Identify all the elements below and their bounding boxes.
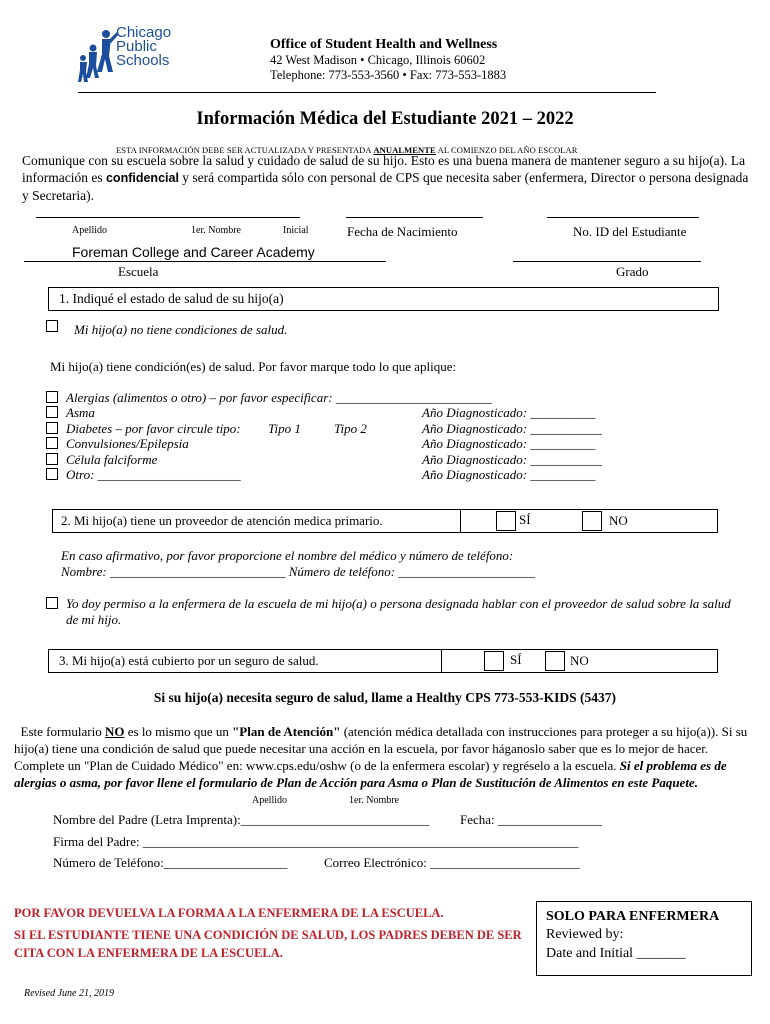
question-2-label: 2. Mi hijo(a) tiene un proveedor de atención medica primario. — [61, 513, 383, 528]
date-and-initial: Date and Initial _______ — [546, 946, 686, 961]
permission-label: Yo doy permiso a la enfermera de la escuela de mi hijo(a) o persona designada hablar con el proveedor de salud sobre la salud de mi hijo. — [66, 596, 731, 627]
q2-no-label: NO — [609, 513, 628, 528]
question-2-box — [52, 509, 718, 533]
logo-line-3: Schools — [116, 52, 170, 69]
q3-si-checkbox[interactable] — [484, 651, 504, 671]
diabetes-checkbox[interactable] — [46, 422, 58, 434]
notice-post: AL COMIENZO DEL AÑO ESCOLAR — [435, 145, 578, 155]
plan-text-b: es lo mismo que un — [124, 724, 233, 739]
notice-bold: ANUALMENTE — [373, 145, 436, 155]
plan-text-c: (atención médica detallada con instrucciones para proteger a su hijo(a)). Si su hijo(a) tiene una condición de salud que puede necesitar una acción en la escuela, por favor háganoslo saber que es lo mejor de hacer. Complete un "Plan de Cuidado Médico" en: www.cps.edu/oshw (o de la enfermera escolar) y regréselo a la escuela. — [14, 724, 748, 773]
no-conditions-label: Mi hijo(a) no tiene condiciones de salud. — [74, 322, 288, 337]
birthdate-field[interactable] — [346, 217, 483, 218]
intro-text-2: y será compartida sólo con personal de CPS que necesita saber (enfermera, Director o persona designada y Secretaria). — [22, 170, 749, 203]
office-name: Office of Student Health and Wellness — [270, 37, 498, 52]
has-conditions-label: Mi hijo(a) tiene condición(es) de salud. Por favor marque todo lo que aplique: — [50, 359, 457, 374]
convulsiones-checkbox[interactable] — [46, 437, 58, 449]
provider-instructions: En caso afirmativo, por favor proporcione el nombre del médico y número de teléfono: — [61, 548, 514, 563]
convulsiones-year: Año Diagnosticado: __________ — [422, 436, 596, 451]
logo-line-2: Public — [116, 38, 157, 55]
plan-no: NO — [104, 724, 125, 739]
reviewed-by: Reviewed by: — [546, 927, 624, 942]
label-fecha-nacimiento: Fecha de Nacimiento — [347, 224, 458, 239]
q2-si-label: SÍ — [519, 512, 531, 527]
care-plan-paragraph — [14, 723, 754, 791]
revised-date: Revised June 21, 2019 — [24, 988, 114, 999]
parent-name-field[interactable]: Nombre del Padre (Letra Imprenta):_____________________________ — [53, 812, 430, 827]
nurse-only-title: SOLO PARA ENFERMERA — [546, 909, 720, 924]
convulsiones-label: Convulsiones/Epilepsia — [66, 436, 189, 451]
asma-checkbox[interactable] — [46, 406, 58, 418]
question-3-box — [48, 649, 718, 673]
plan-italic: Si el problema es de alergias o asma, por favor llene el formulario de Plan de Acción para Asma o Plan de Sustitución de Alimentos en este Paquete. — [14, 758, 727, 790]
notice-pre: ESTA INFORMACIÓN DEBE SER ACTUALIZADA Y PRESENTADA — [116, 145, 374, 155]
label-apellido: Apellido — [72, 225, 107, 236]
appointment-notice: SI EL ESTUDIANTE TIENE UNA CONDICIÓN DE SALUD, LOS PADRES DEBEN DE SER CITA CON LA ENFERMERA DE LA ESCUELA. — [14, 928, 522, 960]
intro-paragraph — [22, 152, 757, 204]
q3-no-label: NO — [570, 653, 589, 668]
cps-logo — [78, 26, 198, 84]
plan-text-a: Este formulario — [20, 724, 105, 739]
healthy-cps-note: Si su hijo(a) necesita seguro de salud, llame a Healthy CPS 773-553-KIDS (5437) — [153, 690, 617, 705]
nurse-only-box — [536, 901, 752, 976]
diabetes-label: Diabetes – por favor circule tipo: — [66, 421, 241, 436]
office-address: 42 West Madison • Chicago, Illinois 60602 — [270, 53, 486, 67]
diabetes-tipo-1[interactable]: Tipo 1 — [268, 421, 301, 436]
date-field[interactable]: Fecha: ________________ — [460, 812, 602, 827]
intro-confidential: confidencial — [105, 171, 179, 185]
label-grado: Grado — [616, 264, 649, 279]
permission-checkbox[interactable] — [46, 597, 58, 609]
label-nombre: 1er. Nombre — [191, 225, 241, 236]
no-conditions-checkbox[interactable] — [46, 320, 58, 332]
alergias-checkbox[interactable] — [46, 391, 58, 403]
name-field[interactable] — [36, 217, 300, 218]
page-title: Información Médica del Estudiante 2021 – 2022 — [196, 109, 574, 129]
question-1-box — [48, 287, 719, 311]
question-1-label: 1. Indiqué el estado de salud de su hijo(a) — [59, 291, 284, 306]
celula-label: Célula falciforme — [66, 452, 158, 467]
asma-label: Asma — [66, 405, 95, 420]
label-escuela: Escuela — [118, 264, 159, 279]
header-divider — [78, 92, 656, 93]
q3-si-label: SÍ — [510, 652, 522, 667]
q3-no-checkbox[interactable] — [545, 651, 565, 671]
label-inicial: Inicial — [283, 225, 309, 236]
diabetes-year: Año Diagnosticado: ___________ — [422, 421, 602, 436]
intro-text-1: Comunique con su escuela sobre la salud y cuidado de salud de su hijo. Esto es una buena manera de mantener seguro a su hijo(a). La información es — [22, 153, 746, 185]
sig-label-nombre: 1er. Nombre — [349, 795, 399, 806]
q2-no-checkbox[interactable] — [582, 511, 602, 531]
parent-signature-field[interactable]: Firma del Padre: ___________________________________________________________________ — [53, 834, 579, 849]
phone-field[interactable]: Número de Teléfono:___________________ — [53, 855, 288, 870]
asma-year: Año Diagnosticado: __________ — [422, 405, 596, 420]
provider-fields[interactable]: Nombre: ___________________________ Número de teléfono: _____________________ — [61, 564, 535, 579]
celula-checkbox[interactable] — [46, 453, 58, 465]
sig-label-apellido: Apellido — [252, 795, 287, 806]
otro-checkbox[interactable] — [46, 468, 58, 480]
return-form-notice: POR FAVOR DEVUELVA LA FORMA A LA ENFERMERA DE LA ESCUELA. — [14, 906, 444, 920]
q2-si-checkbox[interactable] — [496, 511, 516, 531]
otro-year: Año Diagnosticado: __________ — [422, 467, 596, 482]
grade-field[interactable] — [513, 261, 701, 262]
question-3-divider — [441, 650, 442, 672]
question-2-divider — [460, 510, 461, 532]
otro-label: Otro: ______________________ — [66, 467, 241, 482]
school-value: Foreman College and Career Academy — [72, 244, 315, 260]
label-student-id: No. ID del Estudiante — [573, 224, 687, 239]
question-3-label: 3. Mi hijo(a) está cubierto por un seguro de salud. — [59, 653, 319, 668]
alergias-label: Alergias (alimentos o otro) – por favor especificar: ________________________ — [66, 390, 492, 405]
student-id-field[interactable] — [547, 217, 699, 218]
logo-text — [116, 26, 171, 68]
school-field[interactable] — [24, 261, 386, 262]
diabetes-tipo-2[interactable]: Tipo 2 — [334, 421, 367, 436]
plan-bold: "Plan de Atención" — [232, 724, 341, 739]
celula-year: Año Diagnosticado: ___________ — [422, 452, 602, 467]
office-phone: Telephone: 773-553-3560 • Fax: 773-553-1883 — [270, 68, 507, 82]
cps-logo-figures — [78, 26, 118, 84]
logo-line-1: Chicago — [116, 24, 172, 41]
email-field[interactable]: Correo Electrónico: _______________________ — [324, 855, 580, 870]
